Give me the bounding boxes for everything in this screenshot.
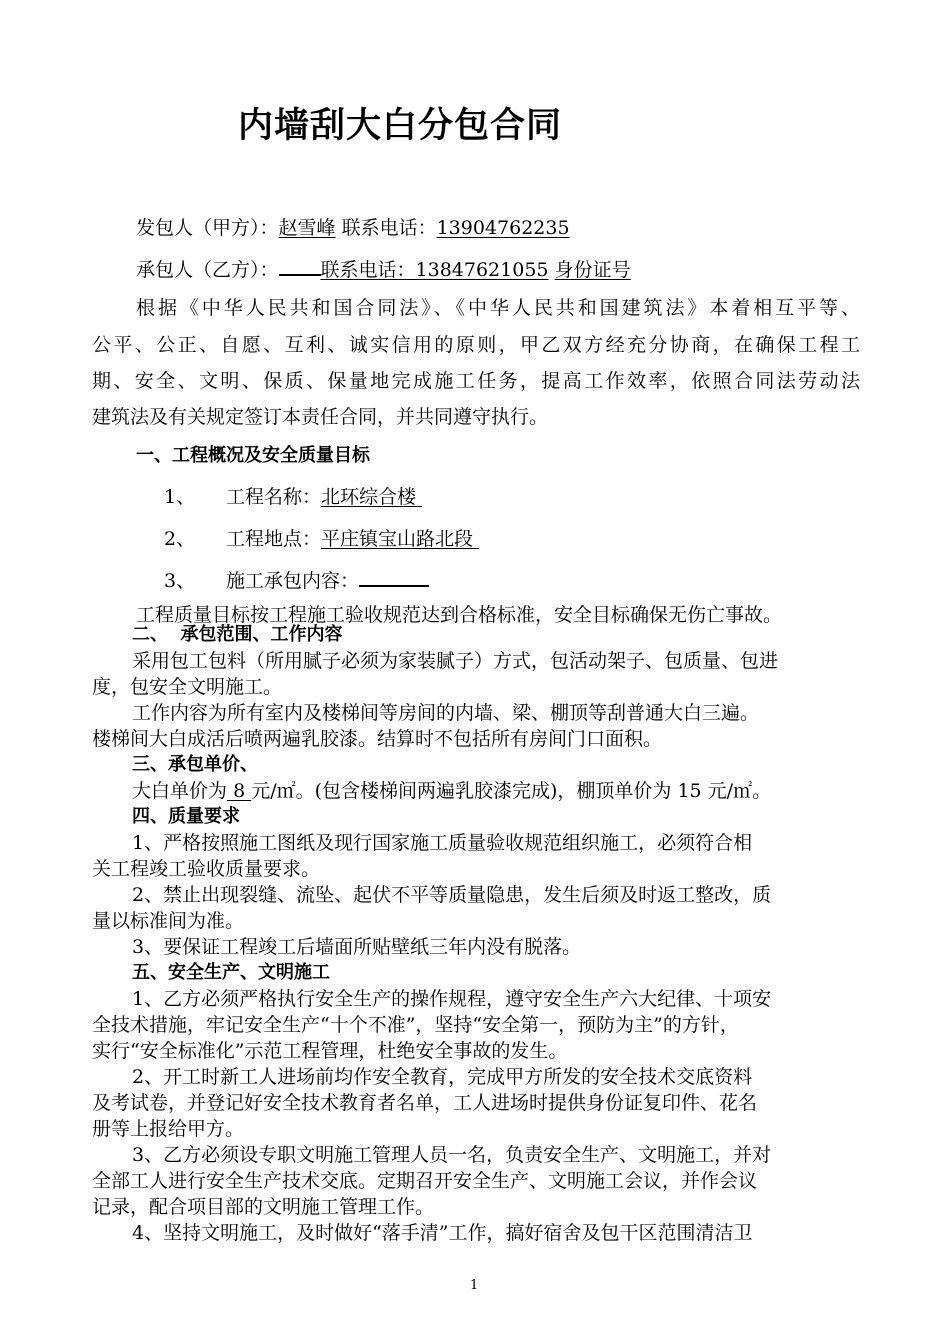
- item-3-field: [226, 566, 429, 593]
- section-3-heading: 三、承包单价、: [132, 754, 258, 775]
- section-5-i1-l3: 实行“安全标准化”示范工程管理，杜绝安全事故的发生。: [92, 1040, 568, 1062]
- item-1-label: 工程名称：: [226, 486, 322, 508]
- section-3-price: [92, 778, 860, 804]
- intro-line-3: 期、安全、文明、保质、保量地完成施工任务，提高工作效率，依照合同法劳动法: [92, 370, 860, 392]
- section-5-i3-l1: 3、乙方必须设专职文明施工管理人员一名，负责安全生产、文明施工，并对: [132, 1144, 772, 1166]
- party-b-label: 承包人（乙方）：: [136, 259, 279, 281]
- item-3-num: 3、: [164, 570, 196, 592]
- item-2-label: 工程地点：: [226, 528, 322, 550]
- item-1-num: 1、: [164, 486, 196, 508]
- section-4-heading: 四、质量要求: [132, 806, 240, 827]
- page-number: 1: [470, 1278, 479, 1293]
- party-a-line: [136, 213, 906, 240]
- section-5-i4-l1: 4、坚持文明施工，及时做好“落手清”工作，搞好宿舍及包干区范围清洁卫: [132, 1222, 753, 1244]
- quality-goal: 工程质量目标按工程施工验收规范达到合格标准，安全目标确保无伤亡事故。: [136, 604, 783, 626]
- section-5-i3-l2: 全部工人进行安全生产技术交底。定期召开安全生产、文明施工会议，并作会议: [92, 1170, 758, 1192]
- intro-line-2: 公平、公正、自愿、互利、诚实信用的原则，甲乙双方经充分协商，在确保工程工: [92, 334, 860, 356]
- section-4-i1-l2: 关工程竣工验收质量要求。: [92, 858, 321, 880]
- document-title: 内墙刮大白分包合同: [238, 106, 563, 146]
- item-1-field: [226, 482, 422, 509]
- item-3-label: 施工承包内容：: [226, 570, 360, 592]
- party-b-line: [136, 255, 906, 282]
- party-a-phone: 13904762235: [436, 217, 570, 239]
- section-1-heading: 一、工程概况及安全质量目标: [136, 445, 370, 466]
- section-4-i1-l1: 1、严格按照施工图纸及现行国家施工质量验收规范组织施工，必须符合相: [132, 832, 753, 854]
- party-a-name: 赵雪峰: [278, 217, 336, 239]
- item-1-value: 北环综合楼: [321, 486, 417, 508]
- party-b-name-blank: [279, 256, 321, 276]
- section-4-i2-l1: 2、禁止出现裂缝、流坠、起伏不平等质量隐患，发生后须及时返工整改，质: [132, 884, 772, 906]
- contract-body: [92, 622, 860, 1246]
- item-2-num: 2、: [164, 528, 196, 550]
- item-2-field: [226, 524, 479, 551]
- party-b-phone-label: 联系电话：: [320, 259, 416, 281]
- section-2-p2-l2: 楼梯间大白成活后喷两遍乳胶漆。结算时不包括所有房间门口面积。: [92, 728, 663, 750]
- price-prefix: 大白单价为: [132, 780, 228, 802]
- price-value: 8: [233, 780, 246, 802]
- section-5-i2-l1: 2、开工时新工人进场前均作安全教育，完成甲方所发的安全技术交底资料: [132, 1066, 753, 1088]
- section-4-i3: 3、要保证工程竣工后墙面所贴壁纸三年内没有脱落。: [132, 936, 582, 958]
- section-4-i2-l2: 量以标准间为准。: [92, 910, 245, 932]
- section-2-p2-l1: 工作内容为所有室内及楼梯间等房间的内墙、梁、棚顶等刮普通大白三遍。: [132, 702, 760, 724]
- item-3-value-blank: [359, 567, 429, 587]
- section-5-heading: 五、安全生产、文明施工: [132, 962, 330, 983]
- item-2-value: 平庄镇宝山路北段: [321, 528, 474, 550]
- section-5-i2-l3: 册等上报给甲方。: [92, 1118, 245, 1140]
- section-2-heading: 二、 承包范围、工作内容: [132, 624, 343, 645]
- section-5-i1-l2: 全技术措施，牢记安全生产“十个不准”，坚持“安全第一，预防为主”的方针，: [92, 1014, 739, 1036]
- party-a-label: 发包人（甲方）：: [136, 217, 279, 239]
- party-b-phone: 13847621055: [415, 259, 549, 281]
- section-2-p1-l2: 度，包安全文明施工。: [92, 676, 283, 698]
- price-suffix: 元/㎡。(包含楼梯间两遍乳胶漆完成)，棚顶单价为 15 元/㎡。: [251, 780, 772, 802]
- section-2-p1-l1: 采用包工包料（所用腻子必须为家装腻子）方式，包活动架子、包质量、包进: [132, 650, 779, 672]
- section-5-i2-l2: 及考试卷，并登记好安全技术教育者名单，工人进场时提供身份证复印件、花名: [92, 1092, 758, 1114]
- section-5-i1-l1: 1、乙方必须严格执行安全生产的操作规程，遵守安全生产六大纪律、十项安: [132, 988, 772, 1010]
- party-b-id-label: 身份证号: [554, 259, 631, 281]
- intro-line-4: 建筑法及有关规定签订本责任合同，并共同遵守执行。: [92, 406, 549, 428]
- section-5-i3-l3: 记录，配合项目部的文明施工管理工作。: [92, 1196, 435, 1218]
- party-a-phone-label: 联系电话：: [341, 217, 437, 239]
- intro-line-1: 根据《中华人民共和国合同法》、《中华人民共和国建筑法》本着相互平等、: [136, 297, 860, 319]
